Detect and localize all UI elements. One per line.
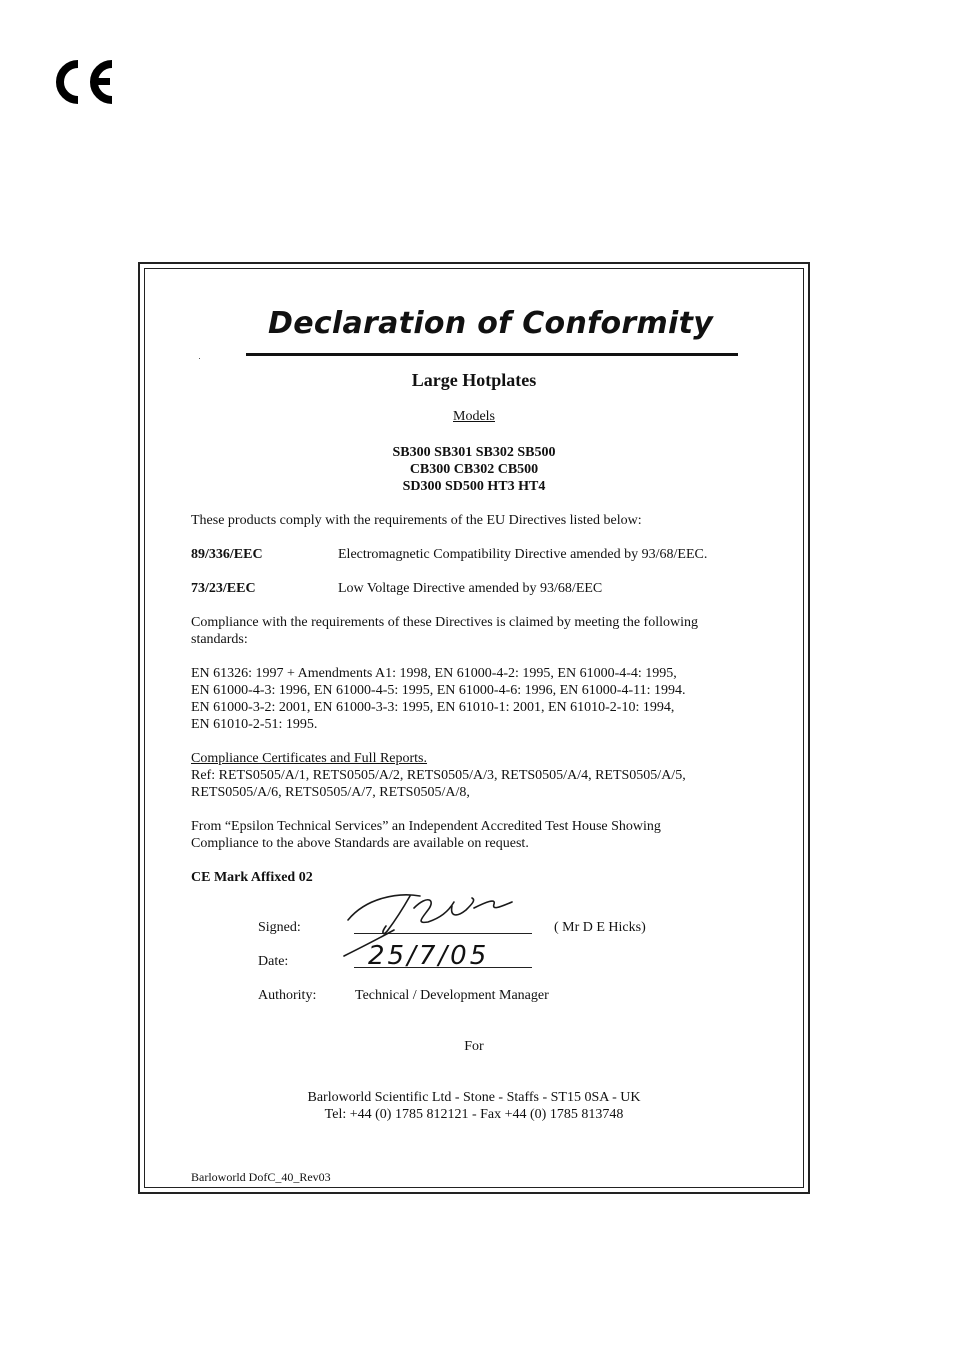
stray-mark [199, 358, 200, 359]
standards-line-3: EN 61000-3-2: 2001, EN 61000-3-3: 1995, EN 61010-1: 2001, EN 61010-2-10: 1994, [191, 700, 675, 715]
models-line-1: SB300 SB301 SB302 SB500 [392, 445, 556, 460]
certificates-refs-line-2: RETS0505/A/6, RETS0505/A/7, RETS0505/A/8, [191, 785, 470, 800]
authority-value: Technical / Development Manager [355, 988, 549, 1003]
ce-mark-affixed: CE Mark Affixed 02 [191, 870, 313, 885]
document-title: Declaration of Conformity [268, 306, 714, 341]
handwritten-date: 25/7/05 [368, 941, 490, 971]
intro-text: These products comply with the requirements of the EU Directives listed below: [191, 513, 642, 528]
models-line-2: CB300 CB302 CB500 [409, 462, 539, 477]
compliance-text-line-1: Compliance with the requirements of these Directives is claimed by meeting the following [191, 615, 698, 630]
certificates-heading: Compliance Certificates and Full Reports. [191, 751, 428, 766]
compliance-text-line-2: standards: [191, 632, 248, 647]
standards-line-1: EN 61326: 1997 + Amendments A1: 1998, EN 61000-4-2: 1995, EN 61000-4-4: 1995, [191, 666, 677, 681]
epsilon-text-line-2: Compliance to the above Standards are available on request. [191, 836, 529, 851]
standards-line-4: EN 61010-2-51: 1995. [191, 717, 318, 732]
document-reference: Barloworld DofC_40_Rev03 [191, 1170, 331, 1184]
product-heading: Large Hotplates [411, 370, 537, 390]
title-underline [246, 353, 738, 356]
date-label: Date: [258, 954, 289, 969]
models-label: Models [453, 409, 495, 424]
ce-mark-logo [52, 58, 118, 106]
for-label: For [464, 1039, 484, 1054]
signed-label: Signed: [258, 920, 301, 935]
company-address: Barloworld Scientific Ltd - Stone - Staffs - ST15 0SA - UK [307, 1090, 641, 1105]
standards-line-2: EN 61000-4-3: 1996, EN 61000-4-5: 1995, EN 61000-4-6: 1996, EN 61000-4-11: 1994. [191, 683, 686, 698]
directive-text-1: Electromagnetic Compatibility Directive amended by 93/68/EEC. [338, 547, 708, 562]
directive-code-1: 89/336/EEC [191, 547, 263, 562]
directive-text-2: Low Voltage Directive amended by 93/68/EEC [338, 581, 603, 596]
epsilon-text-line-1: From “Epsilon Technical Services” an Independent Accredited Test House Showing [191, 819, 661, 834]
directive-code-2: 73/23/EEC [191, 581, 256, 596]
company-contact: Tel: +44 (0) 1785 812121 - Fax +44 (0) 1785 813748 [324, 1107, 624, 1122]
certificates-refs-line-1: Ref: RETS0505/A/1, RETS0505/A/2, RETS0505/A/3, RETS0505/A/4, RETS0505/A/5, [191, 768, 686, 783]
authority-label: Authority: [258, 988, 317, 1003]
models-line-3: SD300 SD500 HT3 HT4 [402, 479, 546, 494]
signer-name: ( Mr D E Hicks) [554, 920, 646, 935]
